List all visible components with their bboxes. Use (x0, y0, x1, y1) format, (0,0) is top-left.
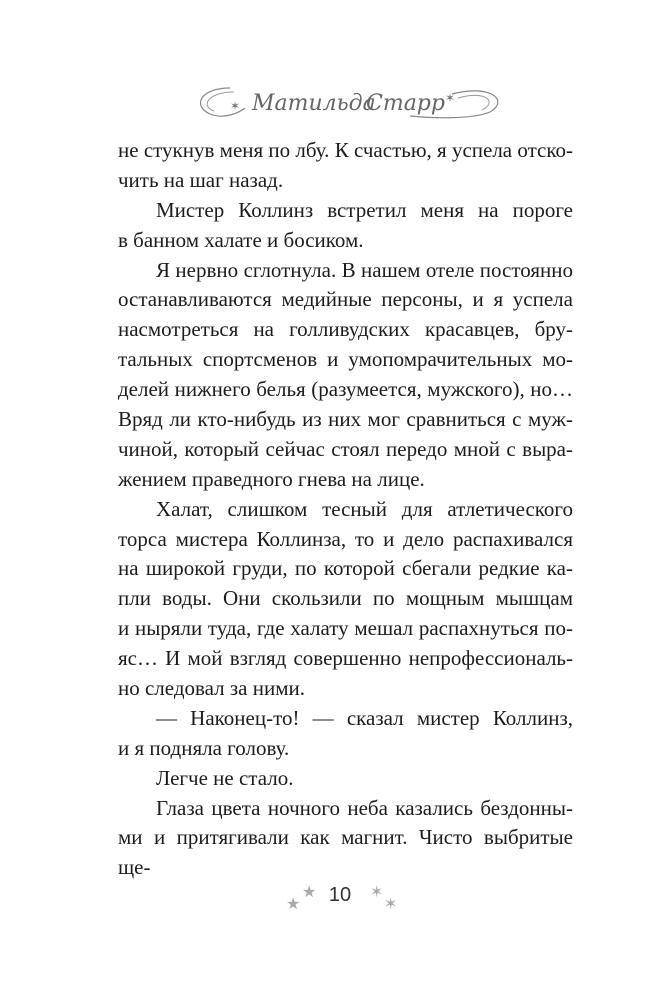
text-line: яс… И мой взгляд совершенно непрофессиональ- (118, 646, 573, 671)
text-line: жением праведного гнева на лице. (118, 466, 425, 491)
svg-text:Старр: Старр (366, 91, 445, 116)
text-line: делей нижнего белья (разумеется, мужского), но… (118, 377, 573, 402)
text-line: чить на шаг назад. (118, 167, 284, 192)
text-line: Халат, слишком тесный для атлетического (156, 496, 573, 521)
text-line: ми и притягивали как магнит. Чисто выбритые ще- (118, 825, 573, 880)
text-line: не стукнув меня по лбу. К счастью, я успела отско- (118, 138, 573, 162)
text-line: Вряд ли кто-нибудь из них мог сравниться с муж- (118, 407, 573, 432)
text-line: но следовал за ними. (118, 676, 306, 701)
svg-text:✶: ✶ (230, 99, 241, 113)
text-line: останавливаются медийные персоны, и я успела (118, 287, 573, 312)
text-line: Мистер Коллинз встретил меня на пороге (156, 197, 573, 222)
star-icon: ★ (302, 884, 317, 901)
text-line: пли воды. Они скользили по мощным мышцам (118, 586, 573, 611)
star-icon: ✶ (370, 884, 384, 901)
text-line: торса мистера Коллинза, то и дело распахивался (118, 526, 573, 551)
text-line: Легче не стало. (156, 765, 294, 790)
text-line: — Наконец-то! — сказал мистер Коллинз, (156, 705, 573, 730)
text-line: на широкой груди, по которой сбегали редкие ка- (118, 556, 573, 581)
svg-text:✶: ✶ (445, 91, 456, 105)
text-line: в банном халате и босиком. (118, 227, 364, 252)
text-line: насмотреться на голливудских красавцев, бру- (118, 317, 573, 342)
body-text (118, 136, 573, 880)
page-number: 10 (328, 884, 352, 906)
text-line: и ныряли туда, где халату мешал распахнуться по- (118, 616, 573, 641)
running-header-author-signature (190, 76, 510, 126)
text-line: чиной, который сейчас стоял передо мной с выра- (118, 436, 573, 461)
star-icon: ★ (286, 896, 301, 913)
text-line: Глаза цвета ночного неба казались бездонны- (156, 795, 573, 820)
signature-logo (190, 76, 510, 126)
text-line: и я подняла голову. (118, 735, 290, 760)
star-icon: ✶ (384, 896, 398, 913)
text-line: Я нервно сглотнула. В нашем отеле постоянно (156, 257, 573, 282)
text-line: тальных спортсменов и умопомрачительных мо- (118, 347, 573, 372)
page-footer (280, 880, 400, 920)
svg-text:Матильда: Матильда (252, 91, 376, 116)
